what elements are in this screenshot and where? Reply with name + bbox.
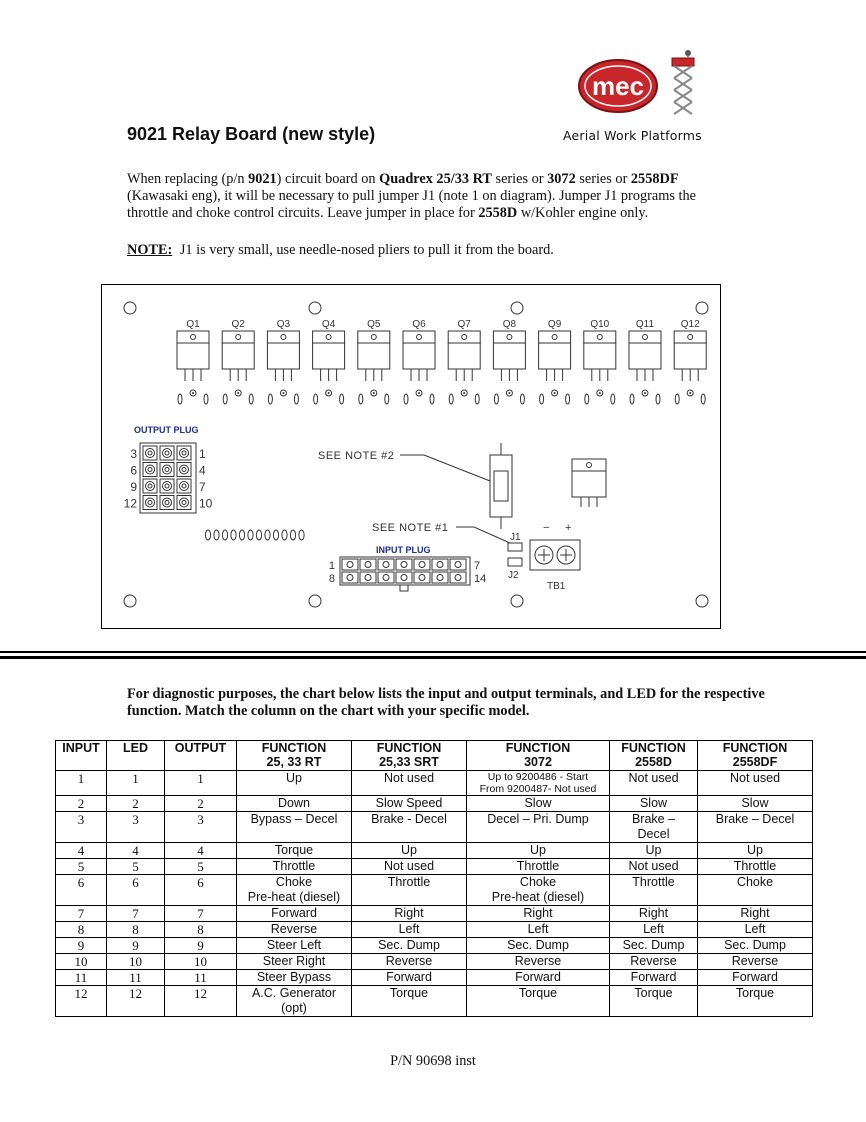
relay-q4 [313,319,345,381]
mounting-hole [511,302,523,314]
table-cell: 9 [165,938,237,954]
led-resistor-cluster [585,390,615,404]
output-plug [124,443,213,513]
relay-q9 [539,319,571,381]
column-header: INPUT [56,741,107,771]
table-cell: Not used [610,859,698,875]
voltage-regulator [572,459,606,507]
led-resistor-cluster [223,390,253,404]
relay-label: Q5 [367,319,381,330]
table-row [56,843,813,859]
table-cell: 8 [107,922,165,938]
relay-q3 [267,319,299,381]
table-cell: 2 [56,796,107,812]
table-cell: Down [237,796,352,812]
led-resistor-cluster [540,390,570,404]
led [290,530,295,540]
table-cell: Choke Pre-heat (diesel) [237,875,352,906]
output-plug-label: OUTPUT PLUG [134,425,199,435]
intro-paragraph: When replacing (p/n 9021) circuit board on Quadrex 25/33 RT series or 3072 series or 2558DF (Kawasaki eng), it will be necessary to pull jumper J1 (note 1 on diagram). Jumper J1 programs the throttle and choke control circuits. Leave jumper in place for 2558D w/Kohler engine only. [127,171,696,221]
table-cell: Forward [467,970,610,986]
led-row [205,530,304,540]
table-cell: 6 [56,875,107,906]
table-cell: 12 [165,986,237,1017]
table-cell: 10 [56,954,107,970]
table-cell: Brake – Decel [698,812,813,843]
relay-q6 [403,319,435,381]
table-cell: Choke [698,875,813,906]
diode-component [490,443,512,529]
table-cell: Up to 9200486 - Start From 9200487- Not used [467,771,610,796]
table-cell: Throttle [610,875,698,906]
table-cell: Right [698,906,813,922]
table-cell: Slow [698,796,813,812]
see-note-1-label: SEE NOTE #1 [372,522,449,534]
output-pin-label: 9 [130,480,137,494]
table-cell: Reverse [467,954,610,970]
table-cell: Throttle [698,859,813,875]
table-cell: 3 [107,812,165,843]
note [127,242,554,259]
relay-q1 [177,319,209,381]
led [273,530,278,540]
table-cell: Steer Bypass [237,970,352,986]
table-row [56,812,813,843]
output-pin-label: 10 [199,496,213,511]
led [256,530,261,540]
relay-q11 [629,319,661,381]
j1-label: J1 [510,532,521,543]
table-cell: 4 [107,843,165,859]
led-resistor-cluster [314,390,344,404]
input-pin-label: 8 [328,573,335,585]
table-cell: Left [698,922,813,938]
table-cell: 4 [56,843,107,859]
table-cell: 6 [107,875,165,906]
table-cell: 12 [107,986,165,1017]
table-cell: Torque [467,986,610,1017]
table-cell: Slow [467,796,610,812]
table-cell: Forward [237,906,352,922]
input-pin-label: 14 [474,573,487,585]
mounting-hole [696,595,708,607]
table-cell: 3 [56,812,107,843]
led-resistor-cluster [449,390,479,404]
relay-board-diagram [101,284,721,629]
table-cell: 8 [165,922,237,938]
table-cell: Brake - Decel [352,812,467,843]
mounting-hole [124,595,136,607]
table-row [56,859,813,875]
table-cell: Not used [610,771,698,796]
output-pin-label: 4 [199,463,206,478]
led [248,530,253,540]
output-pin-label: 6 [130,463,137,478]
table-cell: Up [610,843,698,859]
relay-label: Q12 [680,319,700,330]
table-cell: 4 [165,843,237,859]
table-cell: Throttle [467,859,610,875]
table-cell: 3 [165,812,237,843]
input-pin-label: 1 [328,560,335,572]
diagnostic-instructions: For diagnostic purposes, the chart below lists the input and output terminals, and LED for the respective function. Match the column on the chart with your specific model. [127,686,765,719]
table-cell: Up [467,843,610,859]
led [299,530,304,540]
table-cell: Steer Right [237,954,352,970]
table-cell: Slow Speed [352,796,467,812]
led [214,530,219,540]
led-resistor-cluster [675,390,705,404]
relay-q12 [674,319,706,381]
table-cell: Bypass – Decel [237,812,352,843]
jumper-j1 [508,543,522,551]
table-cell: 10 [107,954,165,970]
table-cell: 1 [56,771,107,796]
table-cell: Reverse [237,922,352,938]
led [282,530,287,540]
table-cell: Torque [352,986,467,1017]
input-pin-label: 7 [474,560,481,572]
table-cell: Steer Left [237,938,352,954]
jumper-j2 [508,558,522,566]
relay-label: Q4 [321,319,336,330]
table-cell: 11 [107,970,165,986]
table-row [56,906,813,922]
led [205,530,210,540]
relay-label: Q3 [276,319,291,330]
table-cell: Torque [237,843,352,859]
table-cell: Left [467,922,610,938]
table-cell: Not used [352,859,467,875]
mounting-hole [511,595,523,607]
table-cell: 1 [107,771,165,796]
table-cell: Sec. Dump [352,938,467,954]
column-header: FUNCTION 3072 [467,741,610,771]
scissor-lift-icon [672,50,694,114]
column-header: FUNCTION 25,33 SRT [352,741,467,771]
led-resistor-cluster [404,390,434,404]
table-row [56,938,813,954]
table-cell: 10 [165,954,237,970]
tb1-minus: − [543,522,550,534]
table-cell: 2 [165,796,237,812]
mounting-hole [309,595,321,607]
table-cell: Throttle [237,859,352,875]
table-row [56,970,813,986]
table-cell: 5 [56,859,107,875]
column-header: LED [107,741,165,771]
tb1-plus: + [565,522,572,534]
relay-label: Q8 [502,319,517,330]
relay-label: Q2 [231,319,245,330]
input-plug [329,557,486,591]
table-cell: A.C. Generator (opt) [237,986,352,1017]
column-header: OUTPUT [165,741,237,771]
table-cell: Brake – Decel [610,812,698,843]
table-cell: 5 [165,859,237,875]
table-row [56,771,813,796]
table-cell: Sec. Dump [698,938,813,954]
table-cell: Forward [352,970,467,986]
table-cell: Decel – Pri. Dump [467,812,610,843]
column-header: FUNCTION 25, 33 RT [237,741,352,771]
mounting-hole [309,302,321,314]
table-cell: Left [610,922,698,938]
table-cell: 6 [165,875,237,906]
table-row [56,986,813,1017]
table-cell: Torque [610,986,698,1017]
table-cell: 12 [56,986,107,1017]
table-cell: Forward [698,970,813,986]
output-pin-label: 7 [199,480,206,494]
table-row [56,954,813,970]
table-cell: Reverse [610,954,698,970]
terminal-block-tb1 [530,540,580,570]
table-header-row [56,741,813,771]
table-cell: Right [610,906,698,922]
led [231,530,236,540]
table-cell: Reverse [352,954,467,970]
note-text: J1 is very small, use needle-nosed pliers to pull it from the board. [179,242,554,258]
relay-label: Q9 [547,319,562,330]
table-cell: 2 [107,796,165,812]
note-label: NOTE: [127,242,173,258]
table-row [56,922,813,938]
see-note-2-label: SEE NOTE #2 [318,450,395,462]
relay-q8 [493,319,525,381]
led-resistor-cluster [359,390,389,404]
relay-transistor-row [177,319,706,404]
table-cell: 9 [107,938,165,954]
page-title: 9021 Relay Board (new style) [127,124,376,144]
table-cell: Left [352,922,467,938]
table-cell: Choke Pre-heat (diesel) [467,875,610,906]
led-resistor-cluster [630,390,660,404]
mounting-hole [696,302,708,314]
table-cell: 1 [165,771,237,796]
table-cell: Reverse [698,954,813,970]
table-cell: 11 [56,970,107,986]
relay-label: Q11 [635,319,655,330]
table-cell: 5 [107,859,165,875]
table-cell: Not used [352,771,467,796]
output-pin-label: 3 [130,447,137,461]
mec-logo [578,44,708,130]
relay-label: Q1 [186,319,200,330]
input-plug-label: INPUT PLUG [376,545,431,555]
output-pin-label: 1 [199,447,206,461]
divider [0,656,866,659]
logo-tagline: Aerial Work Platforms [563,128,702,143]
table-row [56,875,813,906]
column-header: FUNCTION 2558DF [698,741,813,771]
logo-brand-text: mec [591,71,645,101]
part-number-footer: P/N 90698 inst [390,1053,476,1069]
table-cell: Throttle [352,875,467,906]
output-pin-label: 12 [123,496,137,511]
table-body [56,771,813,1017]
table-cell: Sec. Dump [610,938,698,954]
table-cell: 7 [165,906,237,922]
relay-q5 [358,319,390,381]
table-row [56,796,813,812]
relay-label: Q6 [412,319,426,330]
led [265,530,270,540]
j2-label: J2 [508,570,519,581]
table-cell: Right [467,906,610,922]
led-resistor-cluster [268,390,298,404]
relay-q7 [448,319,480,381]
table-cell: Slow [610,796,698,812]
column-header: FUNCTION 2558D [610,741,698,771]
relay-q10 [584,319,616,381]
table-cell: Up [698,843,813,859]
relay-q2 [222,319,254,381]
table-cell: 9 [56,938,107,954]
table-cell: Sec. Dump [467,938,610,954]
led [239,530,244,540]
led-resistor-cluster [178,390,208,404]
table-cell: 7 [56,906,107,922]
relay-label: Q7 [457,319,471,330]
table-cell: 7 [107,906,165,922]
led-resistor-cluster [494,390,524,404]
tb1-label: TB1 [547,581,566,592]
diagnostic-chart [55,740,813,1017]
relay-label: Q10 [590,319,610,330]
table-cell: 11 [165,970,237,986]
table-cell: 8 [56,922,107,938]
table-cell: Up [352,843,467,859]
table-cell: Torque [698,986,813,1017]
divider [0,651,866,653]
table-cell: Up [237,771,352,796]
led [222,530,227,540]
mounting-hole [124,302,136,314]
table-cell: Not used [698,771,813,796]
table-cell: Right [352,906,467,922]
table-cell: Forward [610,970,698,986]
